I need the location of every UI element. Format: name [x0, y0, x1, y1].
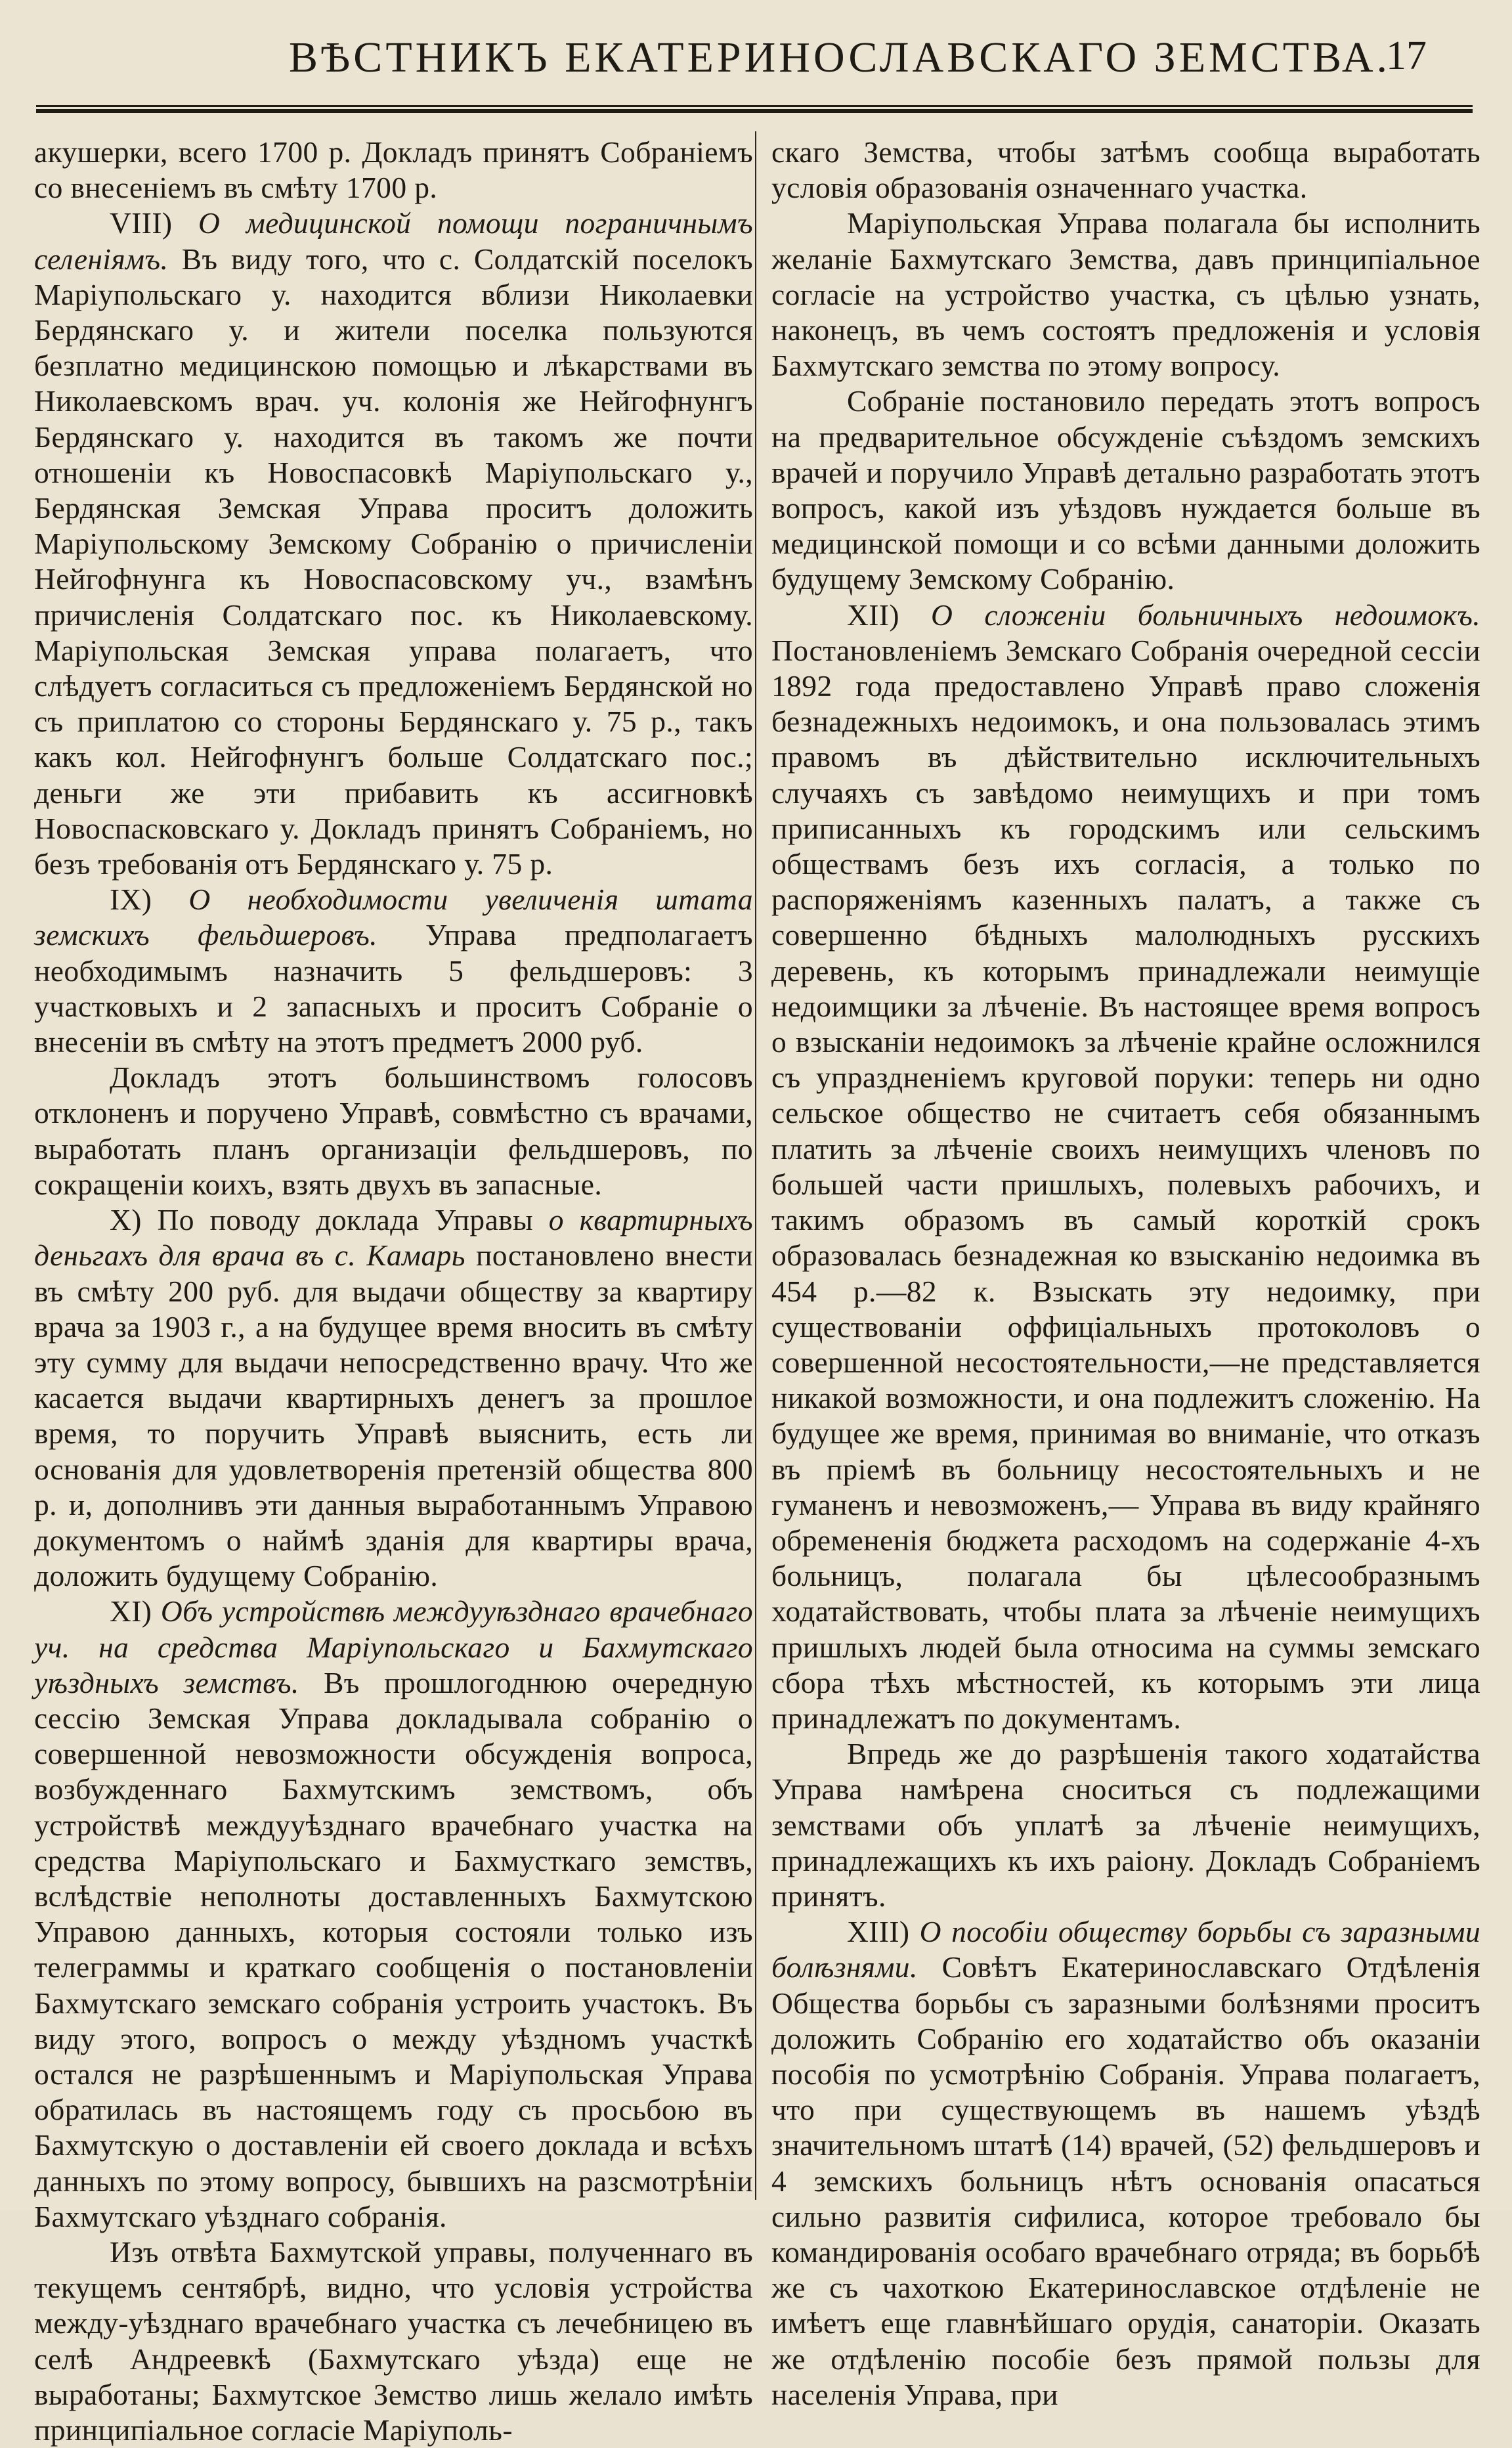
section-number: XIII) [847, 1915, 910, 1949]
header-rule [36, 105, 1473, 113]
section-title: Объ устройствѣ междууѣзднаго врачебнаго уч. на средства Маріупольскаго и Бахмутскаго уѣздныхъ земствъ. [34, 1594, 753, 1699]
column-divider [755, 131, 756, 2200]
paragraph [34, 206, 753, 882]
paragraph-text: Впредь же до разрѣшенія такого ходатайства Управа намѣрена сноситься съ подлежащими земствами объ уплатѣ за лѣченіе неимущихъ, принадлежащихъ къ ихъ раіону. Докладъ Собраніемъ принятъ. [771, 1737, 1480, 1913]
paragraph-text: Изъ отвѣта Бахмутской управы, полученнаго въ текущемъ сентябрѣ, видно, что условія устройства между-уѣзднаго врачебнаго участка съ лечебницею въ селѣ Андреевкѣ (Бахмутскаго уѣзда) еще не выработаны; Бахмутское Земство лишь желало имѣть принципіальное согласіе Маріуполь- [34, 2235, 753, 2447]
section-number: X) [110, 1203, 142, 1237]
page-number: 17 [1386, 33, 1427, 78]
paragraph [34, 1060, 753, 1202]
paragraph-text: Докладъ этотъ большинствомъ голосовъ отклоненъ и поручено Управѣ, совмѣстно съ врачами, выработать планъ организаціи фельдшеровъ, по сокращеніи коихъ, взять двухъ въ запасные. [34, 1060, 753, 1201]
paragraph [34, 1202, 753, 1594]
paragraph [34, 2235, 753, 2448]
paragraph-text: Управа предполагаетъ необходимымъ назначить 5 фельдшеровъ: 3 участковыхъ и 2 запасныхъ и проситъ Собраніе о внесеніи въ смѣту на этотъ предметъ 2000 руб. [34, 918, 753, 1059]
section-title: о квартирныхъ деньгахъ для врача въ с. Камарь [34, 1203, 754, 1273]
section-number: XII) [847, 598, 899, 632]
section-title: О пособіи обществу борьбы съ заразными болѣзнями. [771, 1915, 1481, 1984]
paragraph-text: Постановленіемъ Земскаго Собранія очередной сессіи 1892 года предоставлено Управѣ право сложенія безнадежныхъ недоимокъ, и она пользовалась этимъ правомъ въ дѣйствительно исключительныхъ случаяхъ съ завѣдомо неимущихъ и при томъ приписанныхъ къ городскимъ или сельскимъ обществамъ безъ ихъ согласія, а только по распоряженіямъ казенныхъ палатъ, а также съ совершенно бѣдныхъ малолюдныхъ русскихъ деревень, къ которымъ принадлежали неимущіе недоимщики за лѣченіе. Въ настоящее время вопросъ о взысканіи недоимокъ за лѣченіе крайне осложнился съ упраздненіемъ круговой поруки: теперь ни одно сельское общество не считаетъ себя обязаннымъ платить за лѣченіе своихъ неимущихъ членовъ по большей части пришлыхъ, полевыхъ рабочихъ, и такимъ образомъ въ самый короткій срокъ образовалась безнадежная ко взысканію недоимка въ 454 р.—82 к. Взыскать эту недоимку, при существованіи оффиціальныхъ протоколовъ о совершенной несостоятельности,—не представляется никакой возможности, и она подлежитъ сложенію. На будущее же время, принимая во вниманіе, что отказъ въ пріемѣ въ больницу несостоятельныхъ и не гуманенъ и невозможенъ,— Управа въ виду крайняго обремененія бюджета расходомъ на содержаніе 4-хъ больницъ, полагала бы цѣлесообразнымъ ходатайствовать, чтобы плата за лѣченіе неимущихъ пришлыхъ людей была относима на суммы земскаго сбора тѣхъ мѣстностей, къ которымъ эти лица принадлежатъ по документамъ. [771, 633, 1480, 1735]
paragraph [771, 598, 1480, 1737]
paragraph-text: Совѣтъ Екатеринославскаго Отдѣленія Общества борьбы съ заразными болѣзнями проситъ доложить Собранію его ходатайство объ оказаніи пособія по усмотрѣнію Собранія. Управа полагаетъ, что при существующемъ въ нашемъ уѣздѣ значительномъ штатѣ (14) врачей, (52) фельдшеровъ и 4 земскихъ больницъ нѣтъ основанія опасаться сильно развитія сифилиса, которое требовало бы командированія особаго врачебнаго отряда; въ борьбѣ же съ чахоткою Екатеринославское отдѣленіе не имѣетъ еще главнѣйшаго орудія, санаторіи. Оказать же отдѣленію пособіе безъ прямой пользы для населенія Управа, при [771, 1950, 1480, 2411]
left-column [34, 135, 754, 2447]
paragraph [34, 135, 753, 206]
paragraph-text: постановлено внести въ смѣту 200 руб. для выдачи обществу за квартиру врача за 1903 г., а на будущее время вносить въ смѣту эту сумму для выдачи непосредственно врачу. Что же касается выдачи квартирныхъ денегъ за прошлое время, то поручить Управѣ выяснить, есть ли основанія для удовлетворенія претензій общества 800 р. и, дополнивъ эти данныя выработаннымъ Управою документомъ о наймѣ зданія для квартиры врача, доложить будущему Собранію. [34, 1238, 753, 1593]
paragraph-text: акушерки, всего 1700 р. Докладъ принятъ Собраніемъ со внесеніемъ въ смѣту 1700 р. [34, 135, 753, 205]
paragraph-text: скаго Земства, чтобы затѣмъ сообща выработать условія образованія означеннаго участка. [771, 135, 1480, 205]
section-title: О сложеніи больничныхъ недоимокъ. [931, 598, 1480, 632]
paragraph-text: Собраніе постановило передать этотъ вопросъ на предварительное обсужденіе съѣздомъ земскихъ врачей и поручило Управѣ детально разработать этотъ вопросъ, какой изъ уѣздовъ нуждается больше въ медицинской помощи и со всѣми данными доложить будущему Земскому Собранію. [771, 384, 1480, 596]
section-number: IX) [110, 883, 152, 917]
paragraph [771, 1736, 1480, 1914]
section-lead-text: По поводу доклада Управы [157, 1203, 534, 1237]
section-number: VIII) [110, 206, 173, 240]
paragraph [771, 135, 1480, 206]
section-title: О необходимости увеличенія штата земскихъ фельдшеровъ. [34, 883, 754, 952]
page-header [46, 20, 1466, 85]
right-column [771, 135, 1481, 2411]
journal-title: ВѢСТНИКЪ ЕКАТЕРИНОСЛАВСКАГО ЗЕМСТВА. [289, 33, 1391, 81]
paragraph [34, 882, 753, 1060]
paragraph-text: Въ виду того, что с. Солдатскій поселокъ Маріупольскаго у. находится вблизи Николаевки Бердянскаго у. и жители поселка пользуются безплатно медицинскою помощью и лѣкарствами въ Николаевскомъ врач. уч. колонія же Нейгофнунгъ Бердянскаго у. находится въ такомъ же почти отношеніи къ Новоспасовкѣ Маріупольскаго у., Бердянская Земская Управа проситъ доложить Маріупольскому Земскому Собранію о причисленіи Нейгофнунга къ Новоспасовскому уч., взамѣнъ причисленія Солдатскаго пос. къ Николаевскому. Маріупольская Земская управа полагаетъ, что слѣдуетъ согласиться съ предложеніемъ Бердянской но съ приплатою со стороны Бердянскаго у. 75 р., такъ какъ кол. Нейгофнунгъ больше Солдатскаго пос.; деньги же эти прибавить къ ассигновкѣ Новоспасковскаго у. Докладъ принятъ Собраніемъ, но безъ требованія отъ Бердянскаго у. 75 р. [34, 242, 753, 881]
paragraph [771, 383, 1480, 597]
paragraph [34, 1594, 753, 2235]
paragraph-text: Въ прошлогоднюю очередную сессію Земская Управа докладывала собранію о совершенной невозможности обсужденія вопроса, возбужденнаго Бахмутскимъ земствомъ, объ устройствѣ междууѣзднаго врачебнаго участка на средства Маріупольскаго и Бахмусткаго земствъ, вслѣдствіе неполноты доставленныхъ Бахмутскою Управою данныхъ, которыя состояли только изъ телеграммы и краткаго сообщенія о постановленіи Бахмутскаго земскаго собранія устроить участокъ. Въ виду этого, вопросъ о между уѣздномъ участкѣ остался не разрѣшеннымъ и Маріупольская Управа обратилась въ настоящемъ году съ просьбою въ Бахмутскую о доставленіи ей своего доклада и всѣхъ данныхъ по этому вопросу, бывшихъ на разсмотрѣніи Бахмутскаго уѣзднаго собранія. [34, 1665, 753, 2233]
section-title: О медицинской помощи пограничнымъ селеніямъ. [34, 206, 754, 276]
paragraph-text: Маріупольская Управа полагала бы исполнить желаніе Бахмутскаго Земства, давъ принципіальное согласіе на устройство участка, съ цѣлью узнать, наконецъ, въ чемъ состоятъ предложенія и условія Бахмутскаго земства по этому вопросу. [771, 206, 1480, 383]
section-number: XI) [110, 1594, 152, 1628]
paragraph [771, 206, 1480, 383]
paragraph [771, 1914, 1480, 2413]
